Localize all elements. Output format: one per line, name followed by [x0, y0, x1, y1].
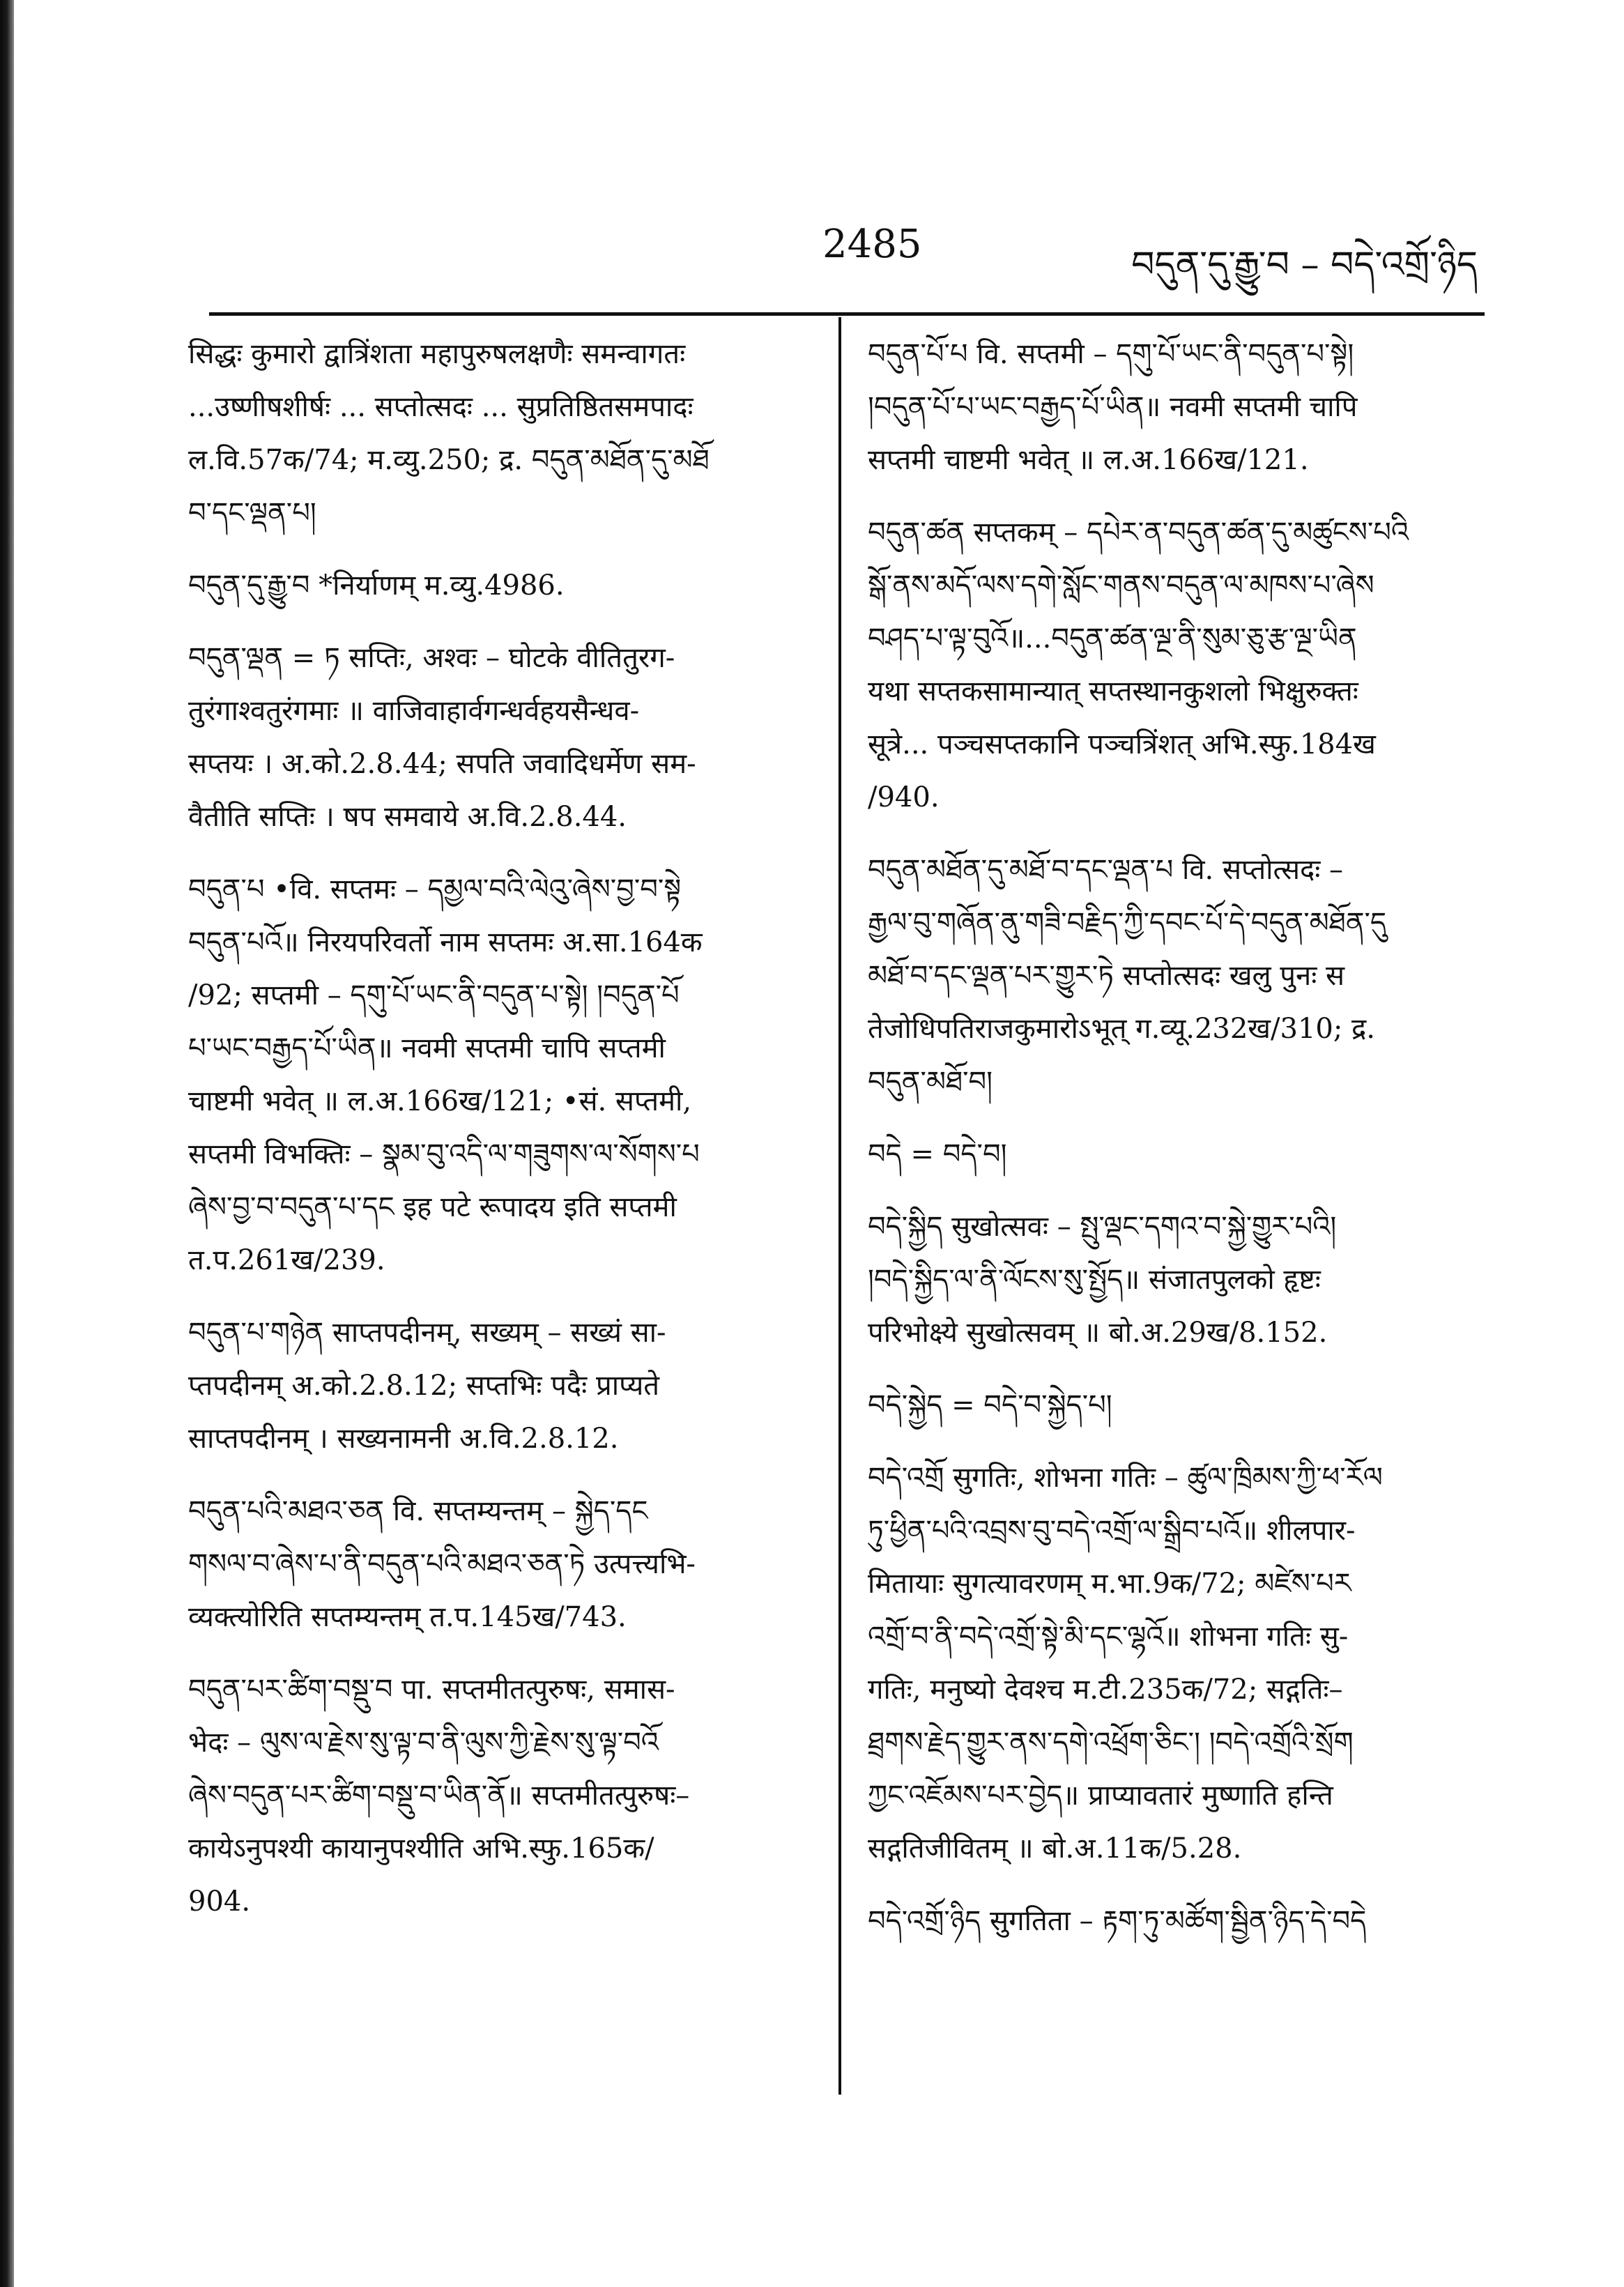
entry-line: ཞེས་བྱ་བ་བདུན་པ་དང इह पटे रूपादय इति सप्तमी [188, 1191, 677, 1223]
dictionary-entry [868, 1200, 1485, 1359]
header-rule [209, 312, 1485, 316]
entry-line: साप्तपदीनम् । सख्यनामनी अ.वि.2.8.12. [188, 1423, 619, 1455]
running-head: བདུན་དུ་རྒྱུ་བ – བདེ་འགྲོ་ཉིད [1131, 244, 1478, 286]
entry-line: कायेऽनुपश्यी कायानुपश्यीति अभि.स्फु.165क/ [188, 1833, 654, 1865]
entry-line: परिभोक्ष्ये सुखोत्सवम् ॥ बो.अ.29ख/8.152. [868, 1317, 1328, 1349]
dictionary-entry [868, 506, 1485, 824]
entry-line: सिद्धः कुमारो द्वात्रिंशता महापुरुषलक्षणैः समन्वागतः [188, 338, 686, 370]
entry-line: བདུན་དུ་རྒྱུ་བ *निर्याणम् म.व्यु.4986. [188, 569, 565, 602]
entry-line: རྒྱལ་བུ་གཞོན་ནུ་གཟི་བརྗིད་ཀྱི་དབང་པོ་དེ་བདུན་མཐོན་དུ [868, 907, 1387, 939]
entry-line: གསལ་བ་ཞེས་པ་ནི་བདུན་པའི་མཐའ་ཅན་ཏེ उत्पत्त्यभि- [188, 1548, 696, 1580]
entry-line: तेजोधिपतिराजकुमारोऽभूत् ग.व्यू.232ख/310; द्र. [868, 1013, 1375, 1045]
entry-line: བདུན་པ •वि. सप्तमः – དམྱལ་བའི་ལེའུ་ཞེས་བྱ་བ་སྟེ [188, 873, 682, 905]
entry-line: བདེ་སྐྱིད सुखोत्सवः – སྤུ་ལྡང་དགའ་བ་སྐྱེ་གྱུར་པའི། [868, 1211, 1337, 1243]
dictionary-entry [188, 559, 812, 612]
page-number: 2485 [822, 222, 922, 267]
dictionary-entry [868, 1128, 1485, 1181]
dictionary-entry [188, 1306, 812, 1465]
entry-line: བདུན་པར་ཚིག་བསྡུ་བ पा. सप्तमीतत्पुरुषः, समास- [188, 1674, 675, 1706]
entry-line: ཀྱང་འཇོམས་པར་བྱེད॥ प्राप्यावतारं मुष्णाति हन्ति [868, 1780, 1333, 1812]
entry-line: तुरंगाश्वतुरंगमाः ॥ वाजिवाहार्वगन्धर्वहयसैन्धव- [188, 695, 640, 727]
entry-line: /940. [868, 781, 940, 813]
entry-line: सद्गतिजीवितम् ॥ बो.अ.11क/5.28. [868, 1833, 1242, 1865]
entry-line: བཤད་པ་ལྟ་བུའོ॥...བདུན་ཚན་ལྔ་ནི་སུམ་ཅུ་རྩ་ལྔ་ཡིན [868, 622, 1357, 655]
entry-line: བདེ་འགྲོ་ཉིད सुगतिता – རྟག་ཏུ་མཚོག་སྦྱིན་ཉིད་དེ་བདེ [868, 1905, 1367, 1937]
entry-line: །བདེ་སྐྱིད་ལ་ནི་ལོངས་སུ་སྤྱོད॥ संजातपुलको हृष्टः [868, 1264, 1321, 1296]
left-column [188, 328, 812, 1948]
entry-line: चाष्टमी भवेत् ॥ ल.अ.166ख/121; •सं. सप्तमी, [188, 1085, 692, 1117]
entry-line: བདུན་མཐོ་བ། [868, 1066, 993, 1098]
entry-line: सप्तमी विभक्तिः – སྣམ་བུ་འདི་ལ་གཟུགས་ལ་སོགས་པ [188, 1138, 700, 1170]
entry-line: मितायाः सुगत्यावरणम् म.भा.9क/72; མཛེས་པར [868, 1568, 1351, 1600]
entry-line: བདེ = བདེ་བ། [868, 1138, 1007, 1170]
entry-line: ཏུ་ཕྱིན་པའི་འབྲས་བུ་བདེ་འགྲོ་ལ་སྒྲིབ་པའོ॥ शीलपार- [868, 1515, 1356, 1547]
dictionary-entry [868, 1895, 1485, 1948]
column-divider [838, 317, 841, 2095]
entry-line: ल.वि.57क/74; म.व्यु.250; द्र. བདུན་མཐོན་དུ་མཐོ [188, 444, 710, 476]
entry-line: བདུན་ལྡན = ཏ सप्तिः, अश्वः – घोटके वीतितुरग- [188, 642, 675, 674]
book-binding-edge [0, 0, 14, 2287]
entry-line: བདུན་པའི་མཐའ་ཅན वि. सप्तम्यन्तम् – སྐྱེད་དང [188, 1495, 648, 1527]
entry-line: यथा सप्तकसामान्यात् सप्तस्थानकुशलो भिक्षुरुक्तः [868, 675, 1358, 707]
entry-line: །བདུན་པོ་པ་ཡང་བརྒྱད་པོ་ཡིན॥ नवमी सप्तमी चापि [868, 391, 1358, 423]
entry-line: व्यक्त्योरिति सप्तम्यन्तम् त.प.145ख/743. [188, 1601, 627, 1633]
entry-line: गतिः, मनुष्यो देवश्च म.टी.235क/72; सद्गतिः– [868, 1674, 1343, 1706]
entry-line: བདེ་སྐྱེད = བདེ་བ་སྐྱེད་པ། [868, 1389, 1112, 1421]
entry-line: པ་ཡང་བརྒྱད་པོ་ཡིན॥ नवमी सप्तमी चापि सप्तमी [188, 1032, 666, 1064]
dictionary-entry [188, 863, 812, 1287]
dictionary-entry [868, 1379, 1485, 1432]
entry-line: भेदः – ལུས་ལ་རྗེས་སུ་ལྟ་བ་ནི་ལུས་ཀྱི་རྗེས་སུ་ལྟ་བའོ [188, 1727, 659, 1759]
dictionary-entry [188, 1485, 812, 1644]
entry-line: सप्तयः । अ.को.2.8.44; सपति जवादिधर्मेण सम- [188, 748, 696, 780]
entry-line: བདུན་མཐོན་དུ་མཐོ་བ་དང་ལྡན་པ वि. सप्तोत्सदः – [868, 854, 1344, 886]
dictionary-entry [868, 843, 1485, 1108]
entry-line: བདུན་ཚན सप्तकम् – དཔེར་ན་བདུན་ཚན་དུ་མཚུངས་པའི [868, 517, 1409, 549]
entry-line: བདུན་པོ་པ वि. सप्तमी – དགུ་པོ་ཡང་ནི་བདུན་པ་སྟེ། [868, 338, 1354, 370]
entry-line: བདེ་འགྲོ सुगतिः, शोभना गतिः – ཚུལ་ཁྲིམས་ཀྱི་ཕ་རོལ [868, 1462, 1383, 1494]
right-column [868, 328, 1485, 1967]
entry-line: त.प.261ख/239. [188, 1244, 385, 1276]
entry-line: वैतीति सप्तिः । षप समवाये अ.वि.2.8.44. [188, 801, 627, 833]
dictionary-entry [188, 1663, 812, 1928]
entry-line: सूत्रे... पञ्चसप्तकानि पञ्चत्रिंशत् अभि.स्फु.184ख [868, 728, 1376, 760]
entry-line: /92; सप्तमी – དགུ་པོ་ཡང་ནི་བདུན་པ་སྟེ། །བདུན་པོ [188, 979, 680, 1011]
entry-line: བདུན་པ་གཉེན साप्तपदीनम्, सख्यम् – सख्यं सा- [188, 1317, 666, 1349]
entry-line: བ་དང་ལྡན་པ། [188, 497, 316, 529]
entry-line: བདུན་པའོ॥ निरयपरिवर्तो नाम सप्तमः अ.सा.164क [188, 926, 703, 958]
entry-line: 904. [188, 1886, 251, 1918]
dictionary-entry [188, 328, 812, 540]
entry-line: ཐྲགས་རྗེད་གྱུར་ནས་དགེ་འཕྲོག་ཅིང་། །བདེ་འགྲོའི་སྲོག [868, 1727, 1354, 1759]
entry-line: སྒོ་ནས་མདོ་ལས་དགེ་སློང་གནས་བདུན་ལ་མཁས་པ་ཞེས [868, 569, 1374, 602]
entry-line: सप्तमी चाष्टमी भवेत् ॥ ल.अ.166ख/121. [868, 444, 1309, 476]
dictionary-entry [188, 632, 812, 843]
dictionary-entry [868, 328, 1485, 487]
entry-line: ...उष्णीषशीर्षः ... सप्तोत्सदः ... सुप्रतिष्ठितसमपादः [188, 391, 694, 423]
dictionary-entry [868, 1451, 1485, 1875]
entry-line: ཞེས་བདུན་པར་ཚིག་བསྡུ་བ་ཡིན་ནོ॥ सप्तमीतत्पुरुषः– [188, 1780, 690, 1812]
entry-line: འགྲོ་བ་ནི་བདེ་འགྲོ་སྟེ་མི་དང་ལྷའོ॥ शोभना गतिः सु- [868, 1621, 1349, 1653]
entry-line: प्तपदीनम् अ.को.2.8.12; सप्तभिः पदैः प्राप्यते [188, 1370, 660, 1402]
entry-line: མཐོ་བ་དང་ལྡན་པར་གྱུར་ཏེ सप्तोत्सदः खलु पुनः स [868, 960, 1345, 992]
